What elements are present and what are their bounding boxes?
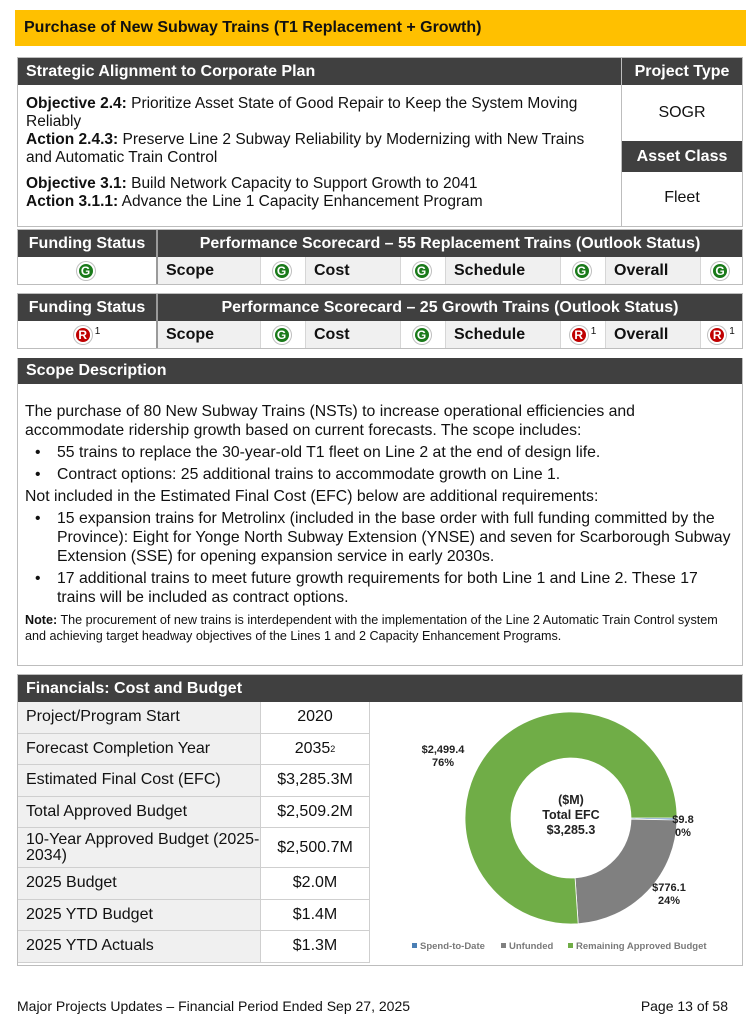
action-text: Advance the Line 1 Capacity Enhancement Program <box>118 193 483 210</box>
included-list <box>25 443 734 484</box>
strategic-alignment-header: Strategic Alignment to Corporate Plan <box>18 58 621 85</box>
slice-percent-label: 24% <box>657 895 681 907</box>
scorecard-title: Performance Scorecard – 25 Growth Trains (Outlook Status) <box>221 298 679 316</box>
status-green-icon: G <box>77 262 95 280</box>
schedule-status-cell <box>561 257 606 284</box>
page-title: Purchase of New Subway Trains (T1 Replacement + Growth) <box>15 10 746 46</box>
center-label-title: Total EFC <box>542 808 600 822</box>
overall-label: Overall <box>606 321 701 348</box>
row-label: 10-Year Approved Budget (2025-2034) <box>18 828 261 867</box>
row-value: $2,500.7M <box>261 828 370 867</box>
list-item: • 17 additional trains to meet future growth requirements for both Line 1 and Line 2. These 17 trains will be included as contract options. <box>25 569 734 607</box>
scope-label: Scope <box>158 321 261 348</box>
footnote-marker: 1 <box>94 326 101 337</box>
legend-label: Remaining Approved Budget <box>576 941 707 952</box>
chart-legend <box>412 941 707 952</box>
action-label: Action 3.1.1: <box>26 193 119 210</box>
table-row <box>18 931 370 963</box>
scope-description-body <box>18 384 742 644</box>
footer-report-title: Major Projects Updates – Financial Period Ended Sep 27, 2025 <box>17 998 411 1014</box>
legend-label: Unfunded <box>509 941 554 952</box>
overall-status-cell <box>701 257 742 284</box>
strategic-alignment-panel <box>18 58 622 226</box>
scope-intro: The purchase of 80 New Subway Trains (NSTs) to increase operational efficiencies and accommodate ridership growth based on current forecasts. The scope includes: <box>25 403 635 439</box>
legend-swatch-icon <box>568 943 573 948</box>
list-item: • 15 expansion trains for Metrolinx (included in the base order with full funding committed by the Province): Eight for Yonge North Subway Extension (YNSE) and seven for Scarborough Subway Extension (SSE) for opening expansion service in early 2030s. <box>25 509 734 566</box>
scope-note <box>25 612 734 644</box>
scorecard-replacement <box>17 229 743 285</box>
status-green-icon: G <box>573 262 591 280</box>
footnote-marker: 1 <box>729 326 735 337</box>
asset-class-value: Fleet <box>664 189 700 206</box>
financials-header: Financials: Cost and Budget <box>18 675 742 702</box>
status-green-icon: G <box>711 262 729 280</box>
cost-status-cell <box>401 257 446 284</box>
scope-label: Scope <box>158 257 261 284</box>
note-label: Note: <box>25 613 58 627</box>
scope-status-cell <box>261 257 306 284</box>
status-green-icon: G <box>273 326 291 344</box>
objective-text: Prioritize Asset State of Good Repair to Keep the System Moving Reliably <box>26 95 578 130</box>
center-label-unit: ($M) <box>558 793 584 807</box>
row-label: Estimated Final Cost (EFC) <box>18 765 261 796</box>
note-text: The procurement of new trains is interdependent with the implementation of the Line 2 Automatic Train Control system and achieving target headway objectives of the Lines 1 and 2 Capacity Enhancement Programs. <box>25 613 718 643</box>
slice-value-label: $9.8 <box>672 814 694 826</box>
funding-status-cell <box>18 321 158 348</box>
scorecard-status-row <box>18 321 742 348</box>
table-row <box>18 765 370 797</box>
status-green-icon: G <box>413 326 431 344</box>
donut-chart-svg <box>370 702 742 965</box>
scorecard-header-row <box>18 294 742 321</box>
strategic-alignment-body <box>18 85 621 211</box>
row-label: Project/Program Start <box>18 702 261 733</box>
scorecard-title: Performance Scorecard – 55 Replacement Trains (Outlook Status) <box>199 234 701 252</box>
schedule-label: Schedule <box>446 257 561 284</box>
scorecard-header-row <box>18 230 742 257</box>
legend-label: Spend-to-Date <box>420 941 485 952</box>
scorecard-growth <box>17 293 743 349</box>
financials-table <box>18 702 370 963</box>
row-value: $1.4M <box>261 900 370 931</box>
row-value: 2035 2 <box>261 734 370 765</box>
row-label: Forecast Completion Year <box>18 734 261 765</box>
scope-description-header: Scope Description <box>18 358 742 384</box>
strategic-alignment-section <box>17 57 743 227</box>
row-value: $2,509.2M <box>261 797 370 828</box>
slice-value-label: $776.1 <box>652 882 686 894</box>
row-label: Total Approved Budget <box>18 797 261 828</box>
efc-donut-chart <box>370 702 742 965</box>
cost-label: Cost <box>306 321 401 348</box>
footnote-marker: 1 <box>590 326 597 337</box>
objective-3-1 <box>26 175 613 193</box>
overall-status-cell <box>701 321 742 348</box>
status-red-icon: R <box>74 326 92 344</box>
list-item: • Contract options: 25 additional trains to accommodate growth on Line 1. <box>25 465 734 484</box>
table-row <box>18 868 370 900</box>
table-row <box>18 734 370 766</box>
row-value: $1.3M <box>261 931 370 962</box>
footer-page-number: Page 13 of 58 <box>640 998 728 1014</box>
objective-2-4 <box>26 95 613 131</box>
financials-section <box>17 674 743 966</box>
legend-swatch-icon <box>412 943 417 948</box>
funding-status-header: Funding Status <box>18 294 158 321</box>
status-green-icon: G <box>273 262 291 280</box>
table-row <box>18 828 370 868</box>
schedule-label: Schedule <box>446 321 561 348</box>
objective-text: Build Network Capacity to Support Growth to 2041 <box>126 175 478 192</box>
action-2-4-3 <box>26 131 613 167</box>
status-red-icon: R <box>708 326 726 344</box>
row-label: 2025 YTD Budget <box>18 900 261 931</box>
status-red-icon: R <box>570 326 588 344</box>
table-row <box>18 900 370 932</box>
slice-value-label: $2,499.4 <box>421 744 465 756</box>
funding-status-header: Funding Status <box>18 230 158 257</box>
action-label: Action 2.4.3: <box>26 131 119 148</box>
project-type-value: SOGR <box>658 104 706 121</box>
funding-status-cell <box>18 257 158 284</box>
slice-percent-label: 0% <box>675 827 691 839</box>
project-classification-panel <box>622 58 742 226</box>
table-row <box>18 797 370 829</box>
row-value: $2.0M <box>261 868 370 899</box>
schedule-status-cell <box>561 321 606 348</box>
cost-label: Cost <box>306 257 401 284</box>
scope-status-cell <box>261 321 306 348</box>
excluded-intro: Not included in the Estimated Final Cost (EFC) below are additional requirements: <box>25 488 599 505</box>
slice-percent-label: 76% <box>431 757 455 769</box>
status-green-icon: G <box>413 262 431 280</box>
table-row <box>18 702 370 734</box>
excluded-list <box>25 509 734 607</box>
action-text: Preserve Line 2 Subway Reliability by Modernizing with New Trains and Automatic Train Control <box>26 131 585 166</box>
objective-label: Objective 2.4: <box>26 95 127 112</box>
cost-status-cell <box>401 321 446 348</box>
row-label: 2025 YTD Actuals <box>18 931 261 962</box>
legend-swatch-icon <box>501 943 506 948</box>
row-label: 2025 Budget <box>18 868 261 899</box>
list-item: • 55 trains to replace the 30-year-old T1 fleet on Line 2 at the end of design life. <box>25 443 734 462</box>
row-value: 2020 <box>261 702 370 733</box>
center-label-total: $3,285.3 <box>546 823 596 837</box>
asset-class-header: Asset Class <box>622 141 742 172</box>
scorecard-status-row <box>18 257 742 284</box>
scope-description-section <box>17 358 743 666</box>
objective-label: Objective 3.1: <box>26 175 127 192</box>
project-type-header: Project Type <box>622 58 742 85</box>
overall-label: Overall <box>606 257 701 284</box>
action-3-1-1 <box>26 193 613 211</box>
row-value: $3,285.3M <box>261 765 370 796</box>
